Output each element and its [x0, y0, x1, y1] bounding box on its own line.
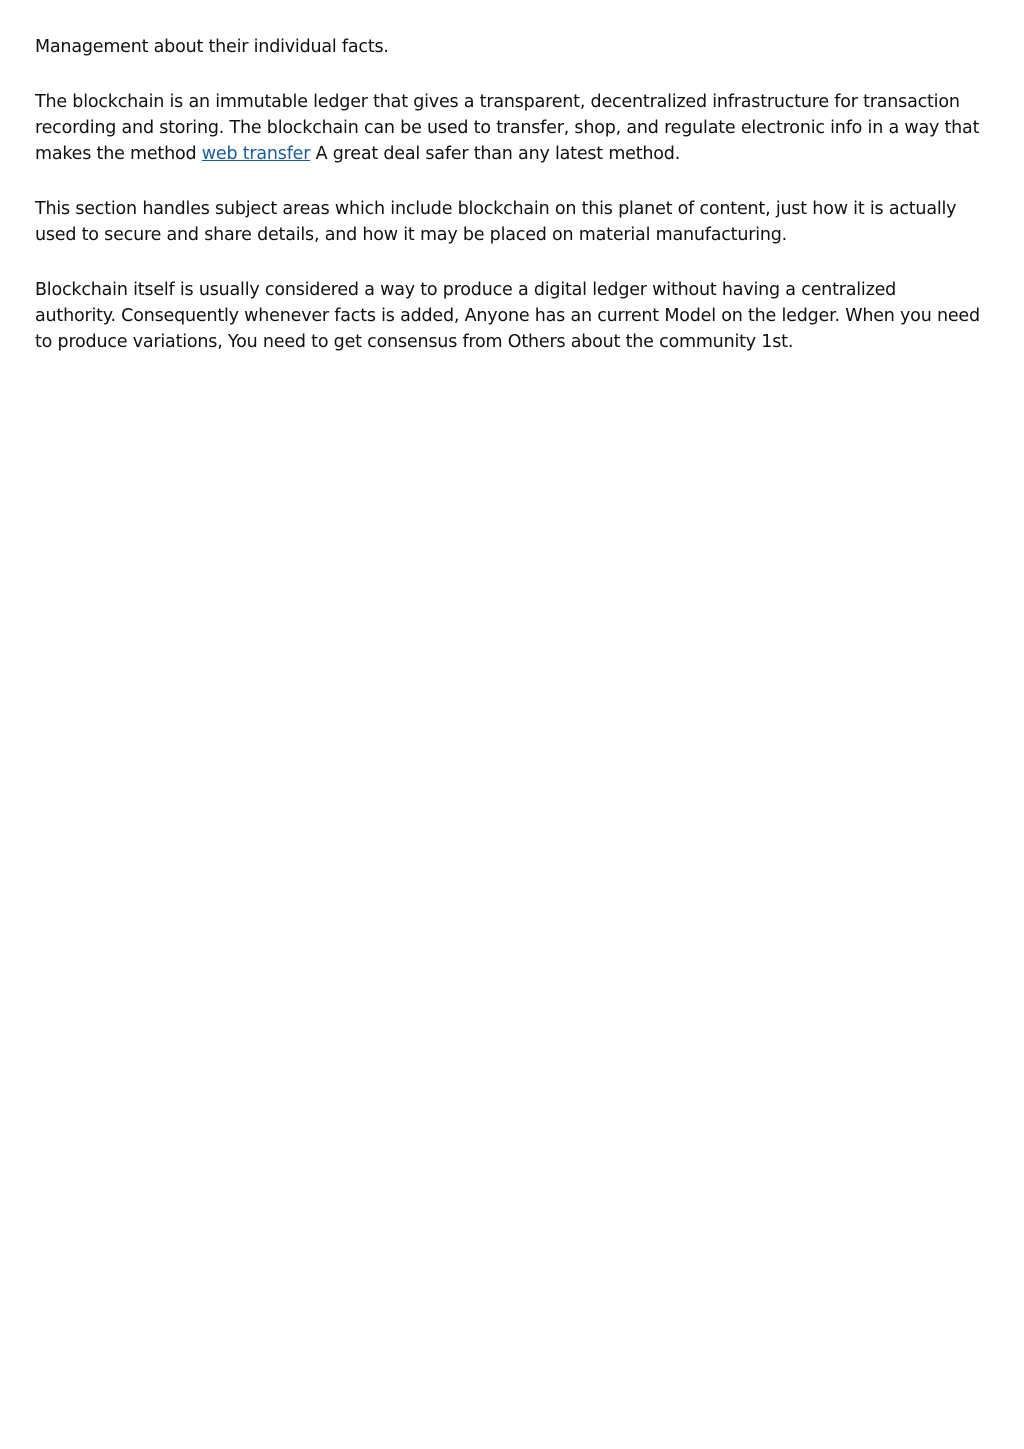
paragraph-2 [35, 89, 980, 167]
paragraph-4 [35, 277, 980, 355]
paragraph-1-text: Management about their individual facts. [35, 37, 389, 57]
paragraph-2-text-before: The blockchain is an immutable ledger that gives a transparent, decentralized infrastructure for transaction recording and storing. The blockchain can be used to transfer, shop, and regulate electronic info in a way that makes the method [35, 92, 980, 164]
paragraph-2-text-after: A great deal safer than any latest method. [310, 144, 681, 164]
paragraph-3 [35, 196, 980, 248]
web-transfer-link[interactable]: web transfer [201, 144, 311, 164]
document-body [35, 34, 980, 384]
paragraph-4-text: Blockchain itself is usually considered a way to produce a digital ledger without having a centralized authority. Consequently whenever facts is added, Anyone has an current Model on the ledger. When you need to produce variations, You need to get consensus from Others about the community 1st. [35, 280, 980, 352]
paragraph-1 [35, 34, 980, 60]
paragraph-3-text: This section handles subject areas which include blockchain on this planet of content, just how it is actually used to secure and share details, and how it may be placed on material manufacturing. [35, 199, 957, 245]
